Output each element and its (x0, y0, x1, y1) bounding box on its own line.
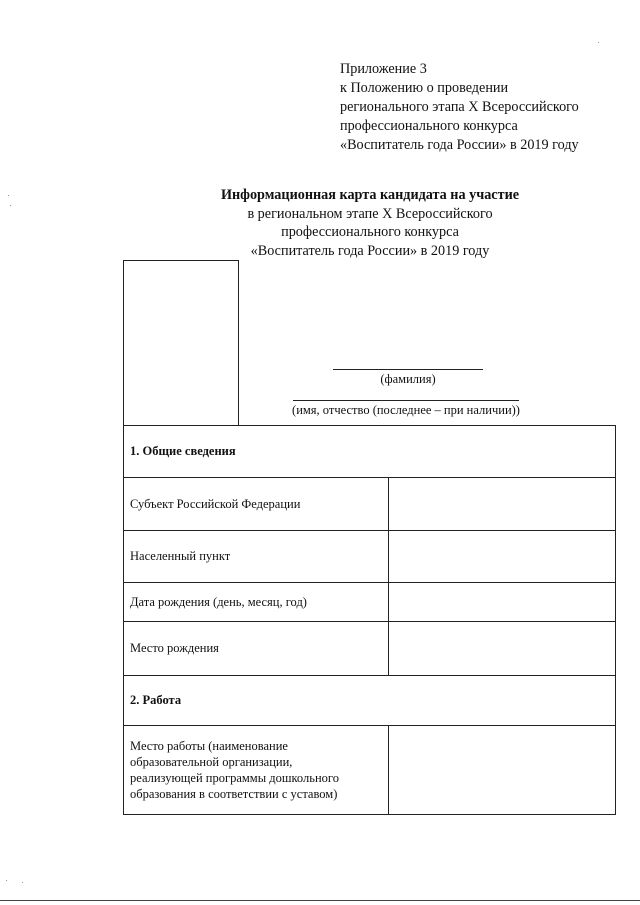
scan-speck (8, 195, 9, 196)
title-line: в региональном этапе X Всероссийского (247, 205, 493, 222)
title-line: «Воспитатель года России» в 2019 году (250, 242, 490, 259)
section-general-header: 1. Общие сведения (124, 426, 616, 478)
field-label-locality: Населенный пункт (124, 531, 389, 583)
field-label-birth-place: Место рождения (124, 622, 389, 676)
workplace-label-line: реализующей программы дошкольного (130, 771, 339, 785)
title-line: профессионального конкурса (281, 224, 459, 240)
section-work-header: 2. Работа (124, 676, 616, 726)
surname-caption: (фамилия) (380, 372, 436, 386)
table-row (124, 726, 616, 815)
scan-speck (6, 880, 7, 881)
appendix-header (340, 60, 630, 155)
table-row (124, 622, 616, 676)
document-title (120, 186, 620, 260)
appendix-line: профессионального конкурса (340, 118, 518, 134)
photo-box (123, 260, 239, 426)
field-value-locality[interactable] (389, 531, 616, 583)
field-label-subject: Субъект Российской Федерации (124, 478, 389, 531)
table-row (124, 676, 616, 726)
page-bottom-edge (0, 900, 640, 901)
field-value-workplace[interactable] (389, 726, 616, 815)
field-value-birth-date[interactable] (389, 583, 616, 622)
surname-underline (333, 369, 483, 370)
workplace-label-line: образовательной организации, (130, 755, 293, 769)
table-row (124, 478, 616, 531)
table-row (124, 426, 616, 478)
field-label-workplace (124, 726, 389, 815)
table-row (124, 531, 616, 583)
scan-speck (10, 205, 11, 206)
scan-speck (598, 42, 599, 43)
appendix-line: регионального этапа X Всероссийского (340, 99, 579, 115)
workplace-label-line: Место работы (наименование (130, 739, 288, 753)
name-caption: (имя, отчество (последнее – при наличии)) (292, 403, 520, 417)
appendix-line: Приложение 3 (340, 61, 427, 77)
appendix-line: к Положению о проведении (340, 80, 509, 96)
table-row (124, 583, 616, 622)
name-underline (293, 400, 519, 401)
workplace-label-line: образования в соответствии с уставом) (130, 787, 338, 801)
field-value-subject[interactable] (389, 478, 616, 531)
title-bold-line: Информационная карта кандидата на участие (220, 187, 520, 203)
info-card-table (123, 425, 616, 815)
appendix-line: «Воспитатель года России» в 2019 году (340, 137, 579, 153)
field-value-birth-place[interactable] (389, 622, 616, 676)
scan-speck (22, 882, 23, 883)
field-label-birth-date: Дата рождения (день, месяц, год) (124, 583, 389, 622)
